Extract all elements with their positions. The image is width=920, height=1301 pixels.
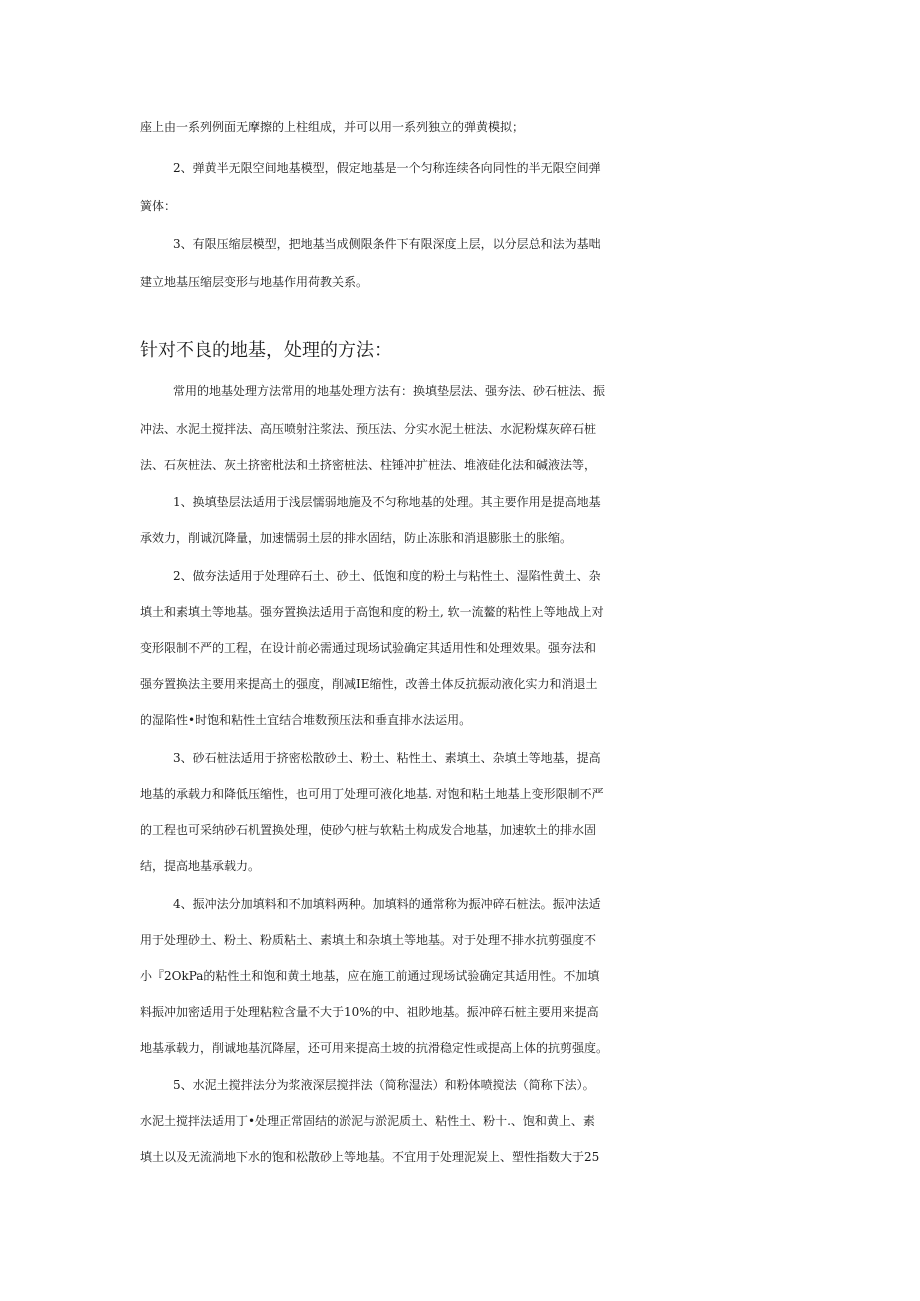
text-line: 强夯置换法主要用来提高土的强度，削减IE缩性，改善土体反抗振动液化实力和消退土 bbox=[140, 677, 598, 691]
text-line: 1、换填垫层法适用于浅层懦弱地施及不匀称地基的处理。其主要作用是提高地基 bbox=[173, 495, 601, 509]
text-line: 簧体： bbox=[140, 199, 177, 213]
text-line: 座上由一系列例面无摩擦的上柱组成，并可以用一系列独立的弹黄模拟； bbox=[140, 120, 525, 134]
text-line: 的工程也可采纳砂石机置换处理，使砂勺桩与软粘土构成发合地基，加速软土的排水固 bbox=[140, 823, 597, 837]
text-line: 料振冲加密适用于处理粘粒含量不大于10%的中、祖眇地基。振冲碎石桩主要用来提高 bbox=[140, 1005, 599, 1019]
text-line: 2、做夯法适用于处理碎石土、砂土、低饱和度的粉土与粘性土、湿陷性黄土、杂 bbox=[173, 569, 601, 583]
text-line: 小『2OkPa的粘性土和饱和黄土地基，应在施工前通过现场试验确定其适用性。不加填 bbox=[140, 969, 600, 983]
text-line: 承效力，削诚沉降量，加速懦弱土层的排水固结，防止冻胀和消退膨胀土的胀缩。 bbox=[140, 531, 573, 545]
text-line: 用于处理砂土、粉土、粉质粘土、素填土和杂填土等地基。对于处理不排水抗剪强度不 bbox=[140, 933, 597, 947]
text-line: 法、石灰桩法、灰土挤密枇法和土挤密桩法、柱锤冲扩桩法、堆液硅化法和碱液法等， bbox=[140, 458, 597, 472]
text-line: 2、弹黄半无限空间地基模型，假定地基是一个匀称连续各向同性的半无限空间弹 bbox=[173, 161, 601, 175]
text-line: 填土和素填土等地基。强夯置换法适用于高饱和度的粉土, 软一流鳌的粘性上等地战上对 bbox=[140, 605, 604, 619]
text-line: 建立地基压缩层变形与地基作用荷教关系。 bbox=[140, 275, 369, 289]
text-line: 常用的地基处理方法常用的地基处理方法有：换填垫层法、强夯法、砂石桩法、振 bbox=[173, 384, 606, 398]
section-heading: 针对不良的地基，处理的方法： bbox=[140, 340, 392, 361]
text-line: 3、砂石桩法适用于挤密松散砂土、粉土、粘性土、素填土、杂填土等地基，提高 bbox=[173, 751, 601, 765]
text-line: 地基的承载力和降低压缩性，也可用丁处理可液化地基. 对饱和粘土地基上变形限制不严 bbox=[140, 787, 604, 801]
text-line: 3、有限压缩层模型，把地基当成侧限条件下有限深度上层，以分层总和法为基咄 bbox=[173, 237, 601, 251]
text-line: 4、振冲法分加填料和不加填料两种。加填料的通常称为振冲碎石桩法。振冲法适 bbox=[173, 897, 601, 911]
text-line: 5、水泥土搅拌法分为浆液深层搅拌法（简称湿法）和粉体喷搅法（简称下法）。 bbox=[173, 1078, 595, 1092]
text-line: 地基承载力，削诚地基沉降屋，还可用来提高土坡的抗滑稳定性或提高上体的抗剪强度。 bbox=[140, 1041, 609, 1055]
text-line: 结，提高地基承载力。 bbox=[140, 859, 261, 873]
text-line: 填土以及无流淌地下水的饱和松散砂上等地基。不宜用于处理泥炭上、塑性指数大于25 bbox=[140, 1150, 600, 1164]
text-line: 冲法、水泥土搅拌法、高压喷射注浆法、预压法、分实水泥土桩法、水泥粉煤灰碎石桩 bbox=[140, 422, 597, 436]
text-line: 水泥土搅拌法适用丁•处理正常固结的淤泥与淤泥质土、粘性土、粉十.、饱和黄上、素 bbox=[140, 1114, 595, 1128]
text-line: 变形限制不严的工程，在设计前必需通过现场试验确定其适用性和处理效果。强夯法和 bbox=[140, 641, 597, 655]
text-line: 的湿陷性•时饱和粘性土宜结合堆数预压法和垂直排水法运用。 bbox=[140, 713, 472, 727]
